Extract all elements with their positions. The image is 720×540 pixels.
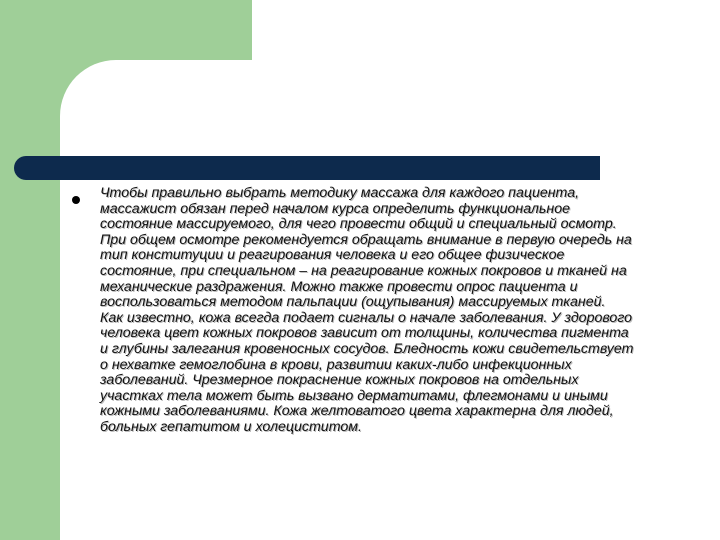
title-bar [14, 156, 600, 180]
body-text [100, 186, 640, 436]
paragraph-intro: Чтобы правильно выбрать методику массажа для каждого пациента, массажист обязан перед началом курса определить функциональное состояние массируемого, для чего провести общий и специальный осмотр. [100, 185, 617, 233]
green-side-band [0, 0, 60, 540]
paragraph-examination: При общем осмотре рекомендуется обращать внимание в первую очередь на тип конституции и реагирования человека и его общее физическое состояние, при специальном – на реагирование кожных покровов и тканей на механические раздражения. Можно также провести опрос пациента и воспользоваться методом пальпации (ощупывания) массируемых тканей. [100, 231, 632, 311]
paragraph-skin-signs: Как известно, кожа всегда подает сигналы о начале заболевания. У здорового человека цвет кожных покровов зависит от толщины, количества пигмента и глубины залегания кровеносных сосудов. Бледность кожи свидетельствует о нехватке гемоглобина в крови, развитии каких-либо инфекционных заболеваний. Чрезмерное покраснение кожных покровов на отдельных участках тела может быть вызвано дерматитами, флегмонами и иными кожными заболеваниями. Кожа желтоватого цвета характерна для людей, больных гепатитом и холециститом. [100, 309, 634, 435]
bullet-dot-icon [72, 196, 80, 204]
